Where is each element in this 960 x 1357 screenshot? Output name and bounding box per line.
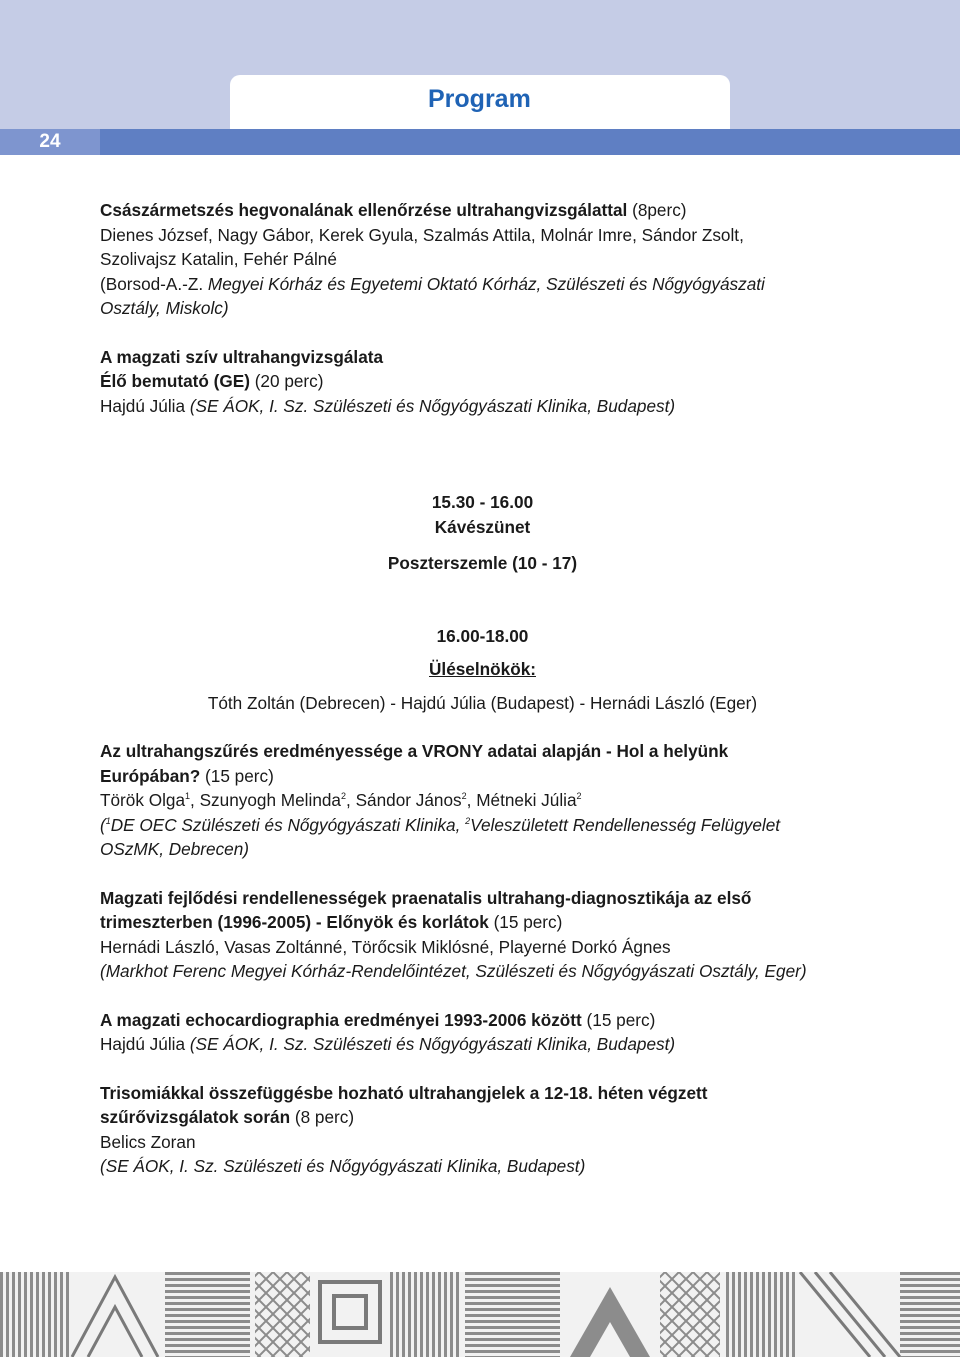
lecture-authors: Dienes József, Nagy Gábor, Kerek Gyula, Szalmás Attila, Molnár Imre, Sándor Zsolt, — [100, 224, 744, 245]
lecture-title: Európában? — [100, 765, 201, 786]
lecture-duration: (15 perc) — [586, 1009, 656, 1030]
lecture-affiliation: Osztály, Miskolc) — [100, 298, 229, 318]
author-affiliation-index: 2 — [341, 791, 347, 801]
author-affiliation-index: 1 — [185, 791, 191, 801]
poster-session: Poszterszemle (10 - 17) — [387, 553, 578, 573]
lecture-title: Császármetszés hegvonalának ellenőrzése ultrahangvizsgálattal — [100, 200, 628, 220]
lecture-authors: Hajdú Júlia — [100, 395, 186, 416]
lecture-title: Az ultrahangszűrés eredményessége a VRONY adatai alapján - Hol a helyünk — [100, 741, 729, 761]
page-title: Program — [428, 85, 531, 113]
header-stripe — [0, 129, 960, 155]
title-tab — [230, 75, 730, 129]
affiliation-index: 2 — [465, 815, 471, 826]
affiliation-index: 1 — [105, 815, 111, 826]
lecture-item — [100, 345, 865, 419]
author-affiliation-index: 2 — [461, 791, 467, 801]
lecture-title: Trisomiákkal összefüggésbe hozható ultrahangjelek a 12-18. héten végzett — [100, 1082, 708, 1103]
break-time: 15.30 - 16.00 — [431, 492, 534, 512]
affiliation-text: Veleszületett Rendellenesség Felügyelet — [470, 814, 781, 835]
lecture-duration: (8 perc) — [294, 1107, 355, 1127]
session-time: 16.00-18.00 — [436, 625, 529, 646]
lecture-authors: Hajdú Júlia — [100, 1034, 186, 1054]
chairs-label: Üléselnökök: — [429, 659, 536, 679]
footer-pattern — [0, 1272, 960, 1357]
coffee-break — [100, 490, 865, 576]
author-name: , Métneki Júlia — [466, 790, 577, 810]
lecture-item — [100, 886, 865, 984]
lecture-title: trimeszterben (1996-2005) - Előnyök és korlátok — [100, 912, 489, 932]
lecture-title: Magzati fejlődési rendellenességek praenatalis ultrahang-diagnosztikája az első — [100, 887, 752, 908]
affiliation-bracket: ( — [100, 814, 106, 835]
lecture-title: A magzati szív ultrahangvizsgálata — [100, 346, 384, 367]
lecture-affiliation: (SE ÁOK, I. Sz. Szülészeti és Nőgyógyászati Klinika, Budapest) — [100, 1156, 586, 1176]
lecture-affiliation: (SE ÁOK, I. Sz. Szülészeti és Nőgyógyászati Klinika, Budapest) — [189, 1034, 676, 1054]
session-chairs: Tóth Zoltán (Debrecen) - Hajdú Júlia (Budapest) - Hernádi László (Eger) — [207, 692, 758, 713]
lecture-duration: (20 perc) — [254, 371, 324, 391]
author-name: , Szunyogh Melinda — [190, 790, 341, 810]
lecture-affiliation — [100, 813, 865, 838]
author-name: , Sándor János — [346, 790, 462, 810]
break-label: Kávészünet — [434, 516, 531, 537]
lecture-duration: (15 perc) — [493, 912, 563, 932]
lecture-duration: (8perc) — [632, 200, 687, 220]
lecture-affiliation: (Borsod-A.-Z. — [100, 273, 204, 294]
lecture-item — [100, 198, 865, 321]
lecture-affiliation: (SE ÁOK, I. Sz. Szülészeti és Nőgyógyászati Klinika, Budapest) — [189, 395, 676, 416]
lecture-affiliation: Megyei Kórház és Egyetemi Oktató Kórház, Szülészeti és Nőgyógyászati — [203, 273, 765, 294]
lecture-item — [100, 1008, 865, 1057]
lecture-title: A magzati echocardiographia eredményei 1993-2006 között — [100, 1009, 582, 1030]
lecture-authors: Hernádi László, Vasas Zoltánné, Törőcsik Miklósné, Playerné Dorkó Ágnes — [100, 936, 671, 957]
lecture-affiliation: OSzMK, Debrecen) — [100, 839, 250, 859]
lecture-authors — [100, 788, 865, 813]
author-name: Török Olga — [100, 790, 186, 810]
decorative-pattern-graphic — [0, 1272, 960, 1357]
lecture-affiliation: (Markhot Ferenc Megyei Kórház-Rendelőintézet, Szülészeti és Nőgyógyászati Osztály, Eger) — [100, 961, 807, 981]
author-affiliation-index: 2 — [576, 791, 582, 801]
lecture-authors: Belics Zoran — [100, 1131, 196, 1152]
session-header — [100, 624, 865, 716]
affiliation-text: DE OEC Szülészeti és Nőgyógyászati Klinika, — [110, 814, 466, 835]
lecture-authors: Szolivajsz Katalin, Fehér Pálné — [100, 249, 337, 269]
page-number: 24 — [0, 129, 100, 155]
lecture-title: szűrővizsgálatok során — [100, 1107, 291, 1127]
lecture-item — [100, 739, 865, 862]
program-content — [100, 198, 865, 1179]
lecture-item — [100, 1081, 865, 1179]
lecture-duration: (15 perc) — [205, 765, 274, 786]
live-demo-label: Élő bemutató (GE) — [100, 371, 250, 391]
